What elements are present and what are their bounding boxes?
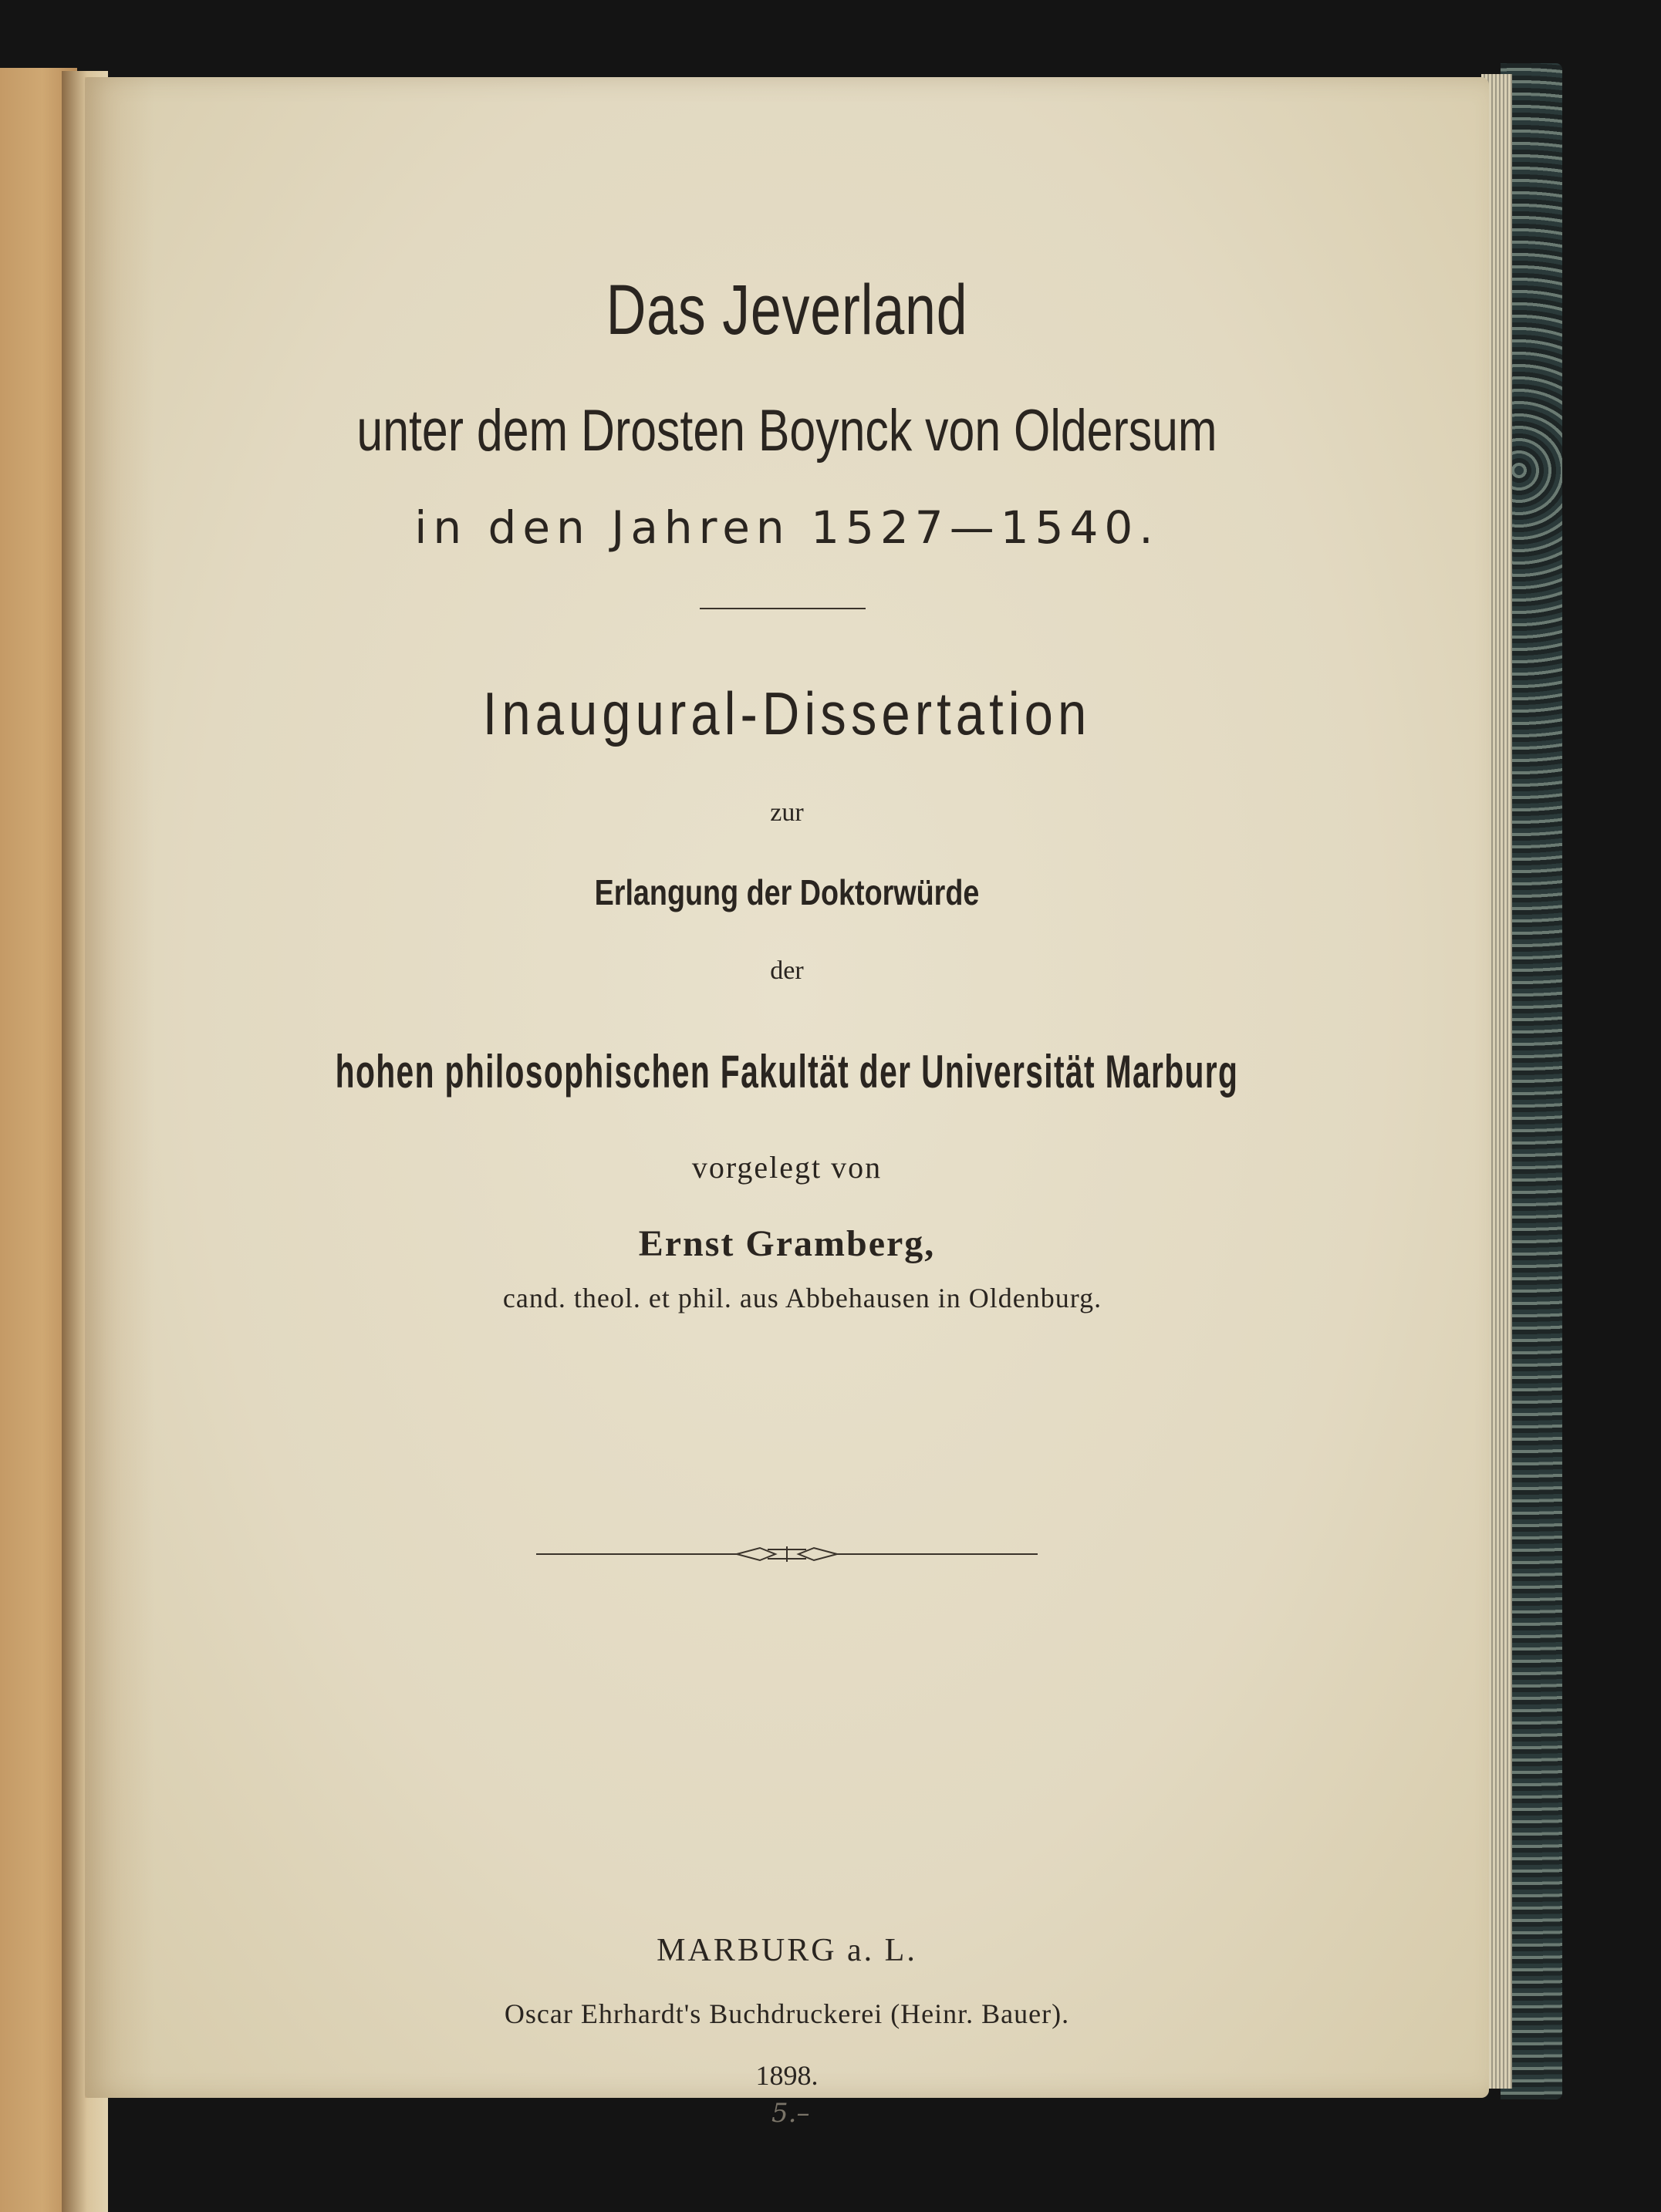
- page-foxing: [85, 77, 154, 2098]
- faculty-line: hohen philosophischen Fakultät der Universität Marburg: [335, 1046, 1239, 1098]
- book-years: in den Jahren 1527—1540.: [414, 501, 1160, 554]
- vorgelegt-line: vorgelegt von: [691, 1150, 883, 1185]
- imprint-city: MARBURG a. L.: [657, 1933, 917, 1968]
- pencil-price-note: 5.–: [771, 2098, 810, 2129]
- title-page: [85, 77, 1489, 2129]
- imprint-year: 1898.: [755, 2060, 819, 2091]
- ornament-rule-icon: [536, 1539, 1038, 1570]
- book-title: Das Jeverland: [606, 271, 968, 349]
- imprint-printer: Oscar Ehrhardt's Buchdruckerei (Heinr. Bauer).: [504, 1998, 1070, 2029]
- author-affiliation: cand. theol. et phil. aus Abbehausen in Oldenburg.: [502, 1283, 1102, 1313]
- zur-line: zur: [770, 798, 804, 827]
- erlangung-line: Erlangung der Doktorwürde: [594, 872, 980, 912]
- dissertation-heading: Inaugural-Dissertation: [482, 679, 1092, 747]
- author-name: Ernst Gramberg,: [638, 1223, 936, 1264]
- title-rule: [700, 608, 866, 609]
- der-line: der: [770, 956, 804, 985]
- book-subtitle: unter dem Drosten Boynck von Oldersum: [356, 398, 1217, 464]
